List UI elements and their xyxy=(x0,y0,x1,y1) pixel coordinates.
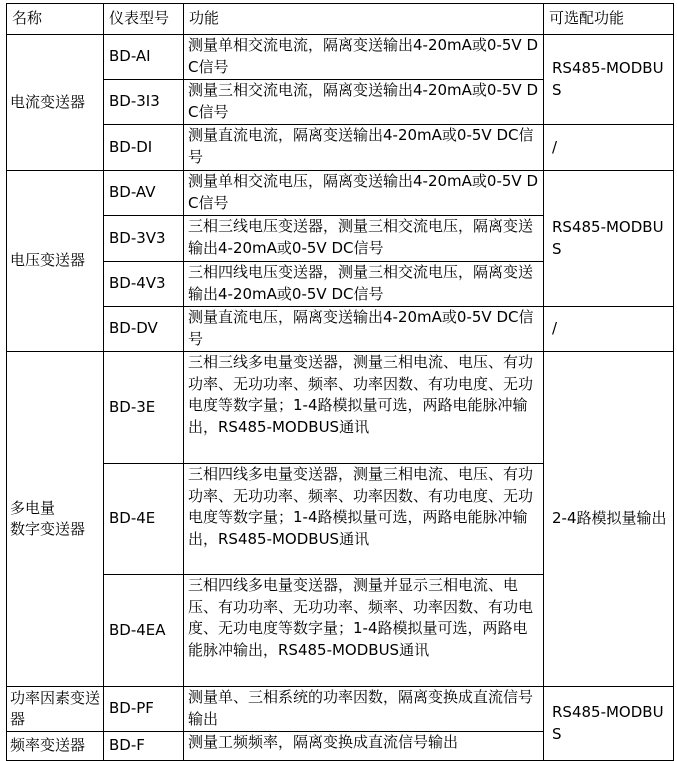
table-row xyxy=(7,352,674,464)
function-cell: 三相三线电压变送器，测量三相交流电压，隔离变送输出4-20mA或0-5V DC信号 xyxy=(184,216,544,262)
header-function: 功能 xyxy=(184,4,544,35)
table-row xyxy=(7,125,674,171)
function-cell: 三相四线多电量变送器，测量三相电流、电压、有功功率、无功功率、频率、功率因数、有功电度、无功电度等数字量；1-4路模拟量可选，两路电能脉冲输出，RS485-MODBUS通讯 xyxy=(184,464,544,575)
option-cell: RS485-MODBUS xyxy=(544,35,674,125)
header-options: 可选配功能 xyxy=(544,4,674,35)
model-cell: BD-4V3 xyxy=(104,262,184,307)
model-cell: BD-4EA xyxy=(104,575,184,687)
function-cell: 三相四线电压变送器，测量三相交流电压，隔离变送输出4-20mA或0-5V DC信号 xyxy=(184,262,544,307)
option-cell: 2-4路模拟量输出 xyxy=(544,352,674,687)
function-cell: 测量三相交流电流，隔离变送输出4-20mA或0-5V DC信号 xyxy=(184,80,544,125)
category-line: 数字变送器 xyxy=(10,520,86,538)
model-cell: BD-3E xyxy=(104,352,184,464)
category-cell: 电流变送器 xyxy=(7,35,104,171)
table-row xyxy=(7,171,674,216)
function-cell: 测量单相交流电压，隔离变送输出4-20mA或0-5V DC信号 xyxy=(184,171,544,216)
category-cell: 功率因素变送器 xyxy=(7,687,104,732)
product-spec-table xyxy=(6,3,674,761)
model-cell: BD-3V3 xyxy=(104,216,184,262)
function-cell: 三相四线多电量变送器，测量并显示三相电流、电压、有功功率、无功功率、频率、功率因数、有功电度、无功电度等数字量；1-4路模拟量可选，两路电能脉冲输出，RS485-MODBUS通讯 xyxy=(184,575,544,687)
function-cell: 测量工频频率，隔离变换成直流信号输出 xyxy=(184,732,544,761)
table-row xyxy=(7,307,674,352)
table-row xyxy=(7,35,674,80)
category-cell: 频率变送器 xyxy=(7,732,104,761)
model-cell: BD-DV xyxy=(104,307,184,352)
table-header-row xyxy=(7,4,674,35)
category-cell: 电压变送器 xyxy=(7,171,104,352)
option-cell: RS485-MODBUS xyxy=(544,171,674,307)
table-row xyxy=(7,687,674,732)
category-line: 多电量 xyxy=(10,498,56,517)
function-cell: 三相三线多电量变送器，测量三相电流、电压、有功功率、无功功率、频率、功率因数、有功电度、无功电度等数字量；1-4路模拟量可选，两路电能脉冲输出，RS485-MODBUS通讯 xyxy=(184,352,544,464)
model-cell: BD-DI xyxy=(104,125,184,171)
option-cell: / xyxy=(544,125,674,171)
model-cell: BD-F xyxy=(104,732,184,761)
model-cell: BD-AV xyxy=(104,171,184,216)
option-cell: / xyxy=(544,307,674,352)
model-cell: BD-AI xyxy=(104,35,184,80)
function-cell: 测量直流电流，隔离变送输出4-20mA或0-5V DC信号 xyxy=(184,125,544,171)
function-cell: 测量单、三相系统的功率因数，隔离变换成直流信号输出 xyxy=(184,687,544,732)
model-cell: BD-PF xyxy=(104,687,184,732)
header-model: 仪表型号 xyxy=(104,4,184,35)
header-category: 名称 xyxy=(7,4,104,35)
model-cell: BD-3I3 xyxy=(104,80,184,125)
category-cell xyxy=(7,352,104,687)
function-cell: 测量单相交流电流，隔离变送输出4-20mA或0-5V DC信号 xyxy=(184,35,544,80)
model-cell: BD-4E xyxy=(104,464,184,575)
function-cell: 测量直流电压，隔离变送输出4-20mA或0-5V DC信号 xyxy=(184,307,544,352)
option-cell: RS485-MODBUS xyxy=(544,687,674,761)
